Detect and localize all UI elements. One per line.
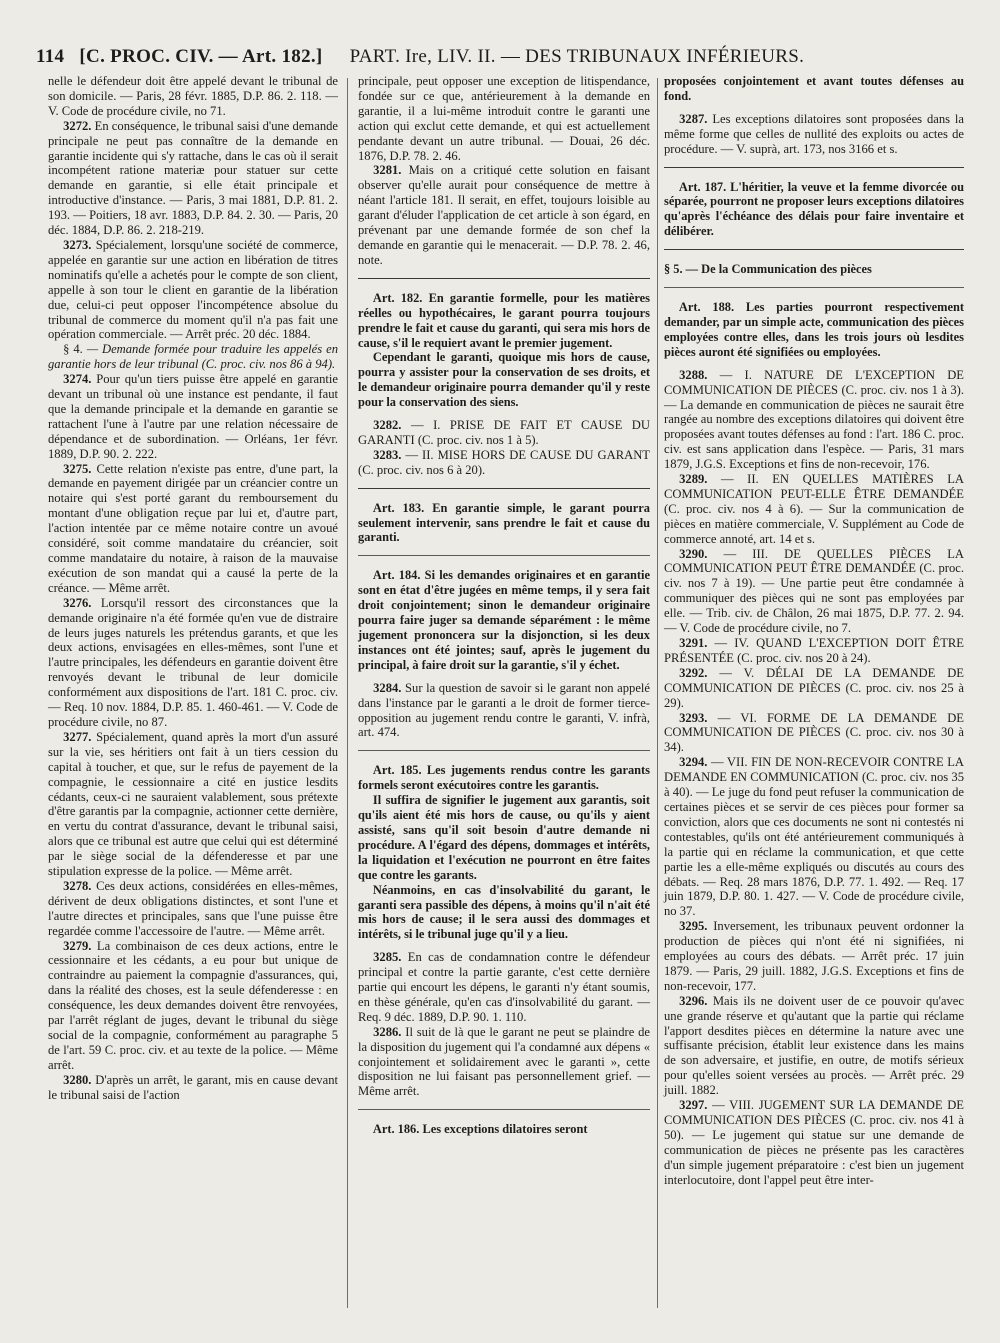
article-text: L'héritier, la veuve et la femme divorcée ou séparée, pourront ne proposer leurs exceptions dilatoires qu'après l'échéance des délais pour faire inventaire et délibérer. — [664, 179, 964, 239]
para-text: Mais on a critiqué cette solution en faisant observer qu'elle aurait pour conséquence de mettre à néant l'article 181. Il serait, en effet, toujours loisible au garant d'éluder l'application de cet article à son égard, en prévenant par une demande formée de son chef la demande en garantie qui le menacerait. — D.P. 78. 2. 46, note. — [358, 163, 651, 267]
paragraph-3290 — [664, 547, 964, 636]
paragraph-3277 — [48, 730, 338, 879]
paragraph-3292 — [664, 666, 964, 711]
article-184 — [358, 568, 650, 672]
paragraph-3295 — [664, 919, 964, 994]
para-number: 3279. — [63, 938, 92, 953]
paragraph-3282 — [358, 418, 650, 448]
para-number: 3277. — [63, 729, 92, 744]
paragraph-3296 — [664, 994, 964, 1098]
spacer — [664, 360, 964, 368]
para-text: Mais ils ne doivent user de ce pouvoir qu'avec une grande réserve et qu'autant que la partie qui réclame l'apport desdites pièces en détermine la nature avec une suffisante précision, établit leur existence dans les mains de son adversaire, et justifie, en outre, de motifs sérieux pour qu'elles soient versées au procès. — Arrêt préc. 29 juill. 1882. — [664, 993, 964, 1098]
article-182-para-2: Cependant le garanti, quoique mis hors de cause, pourra y assister pour la conservation de ses droits, et le demandeur originaire pourra demander qu'il y reste pour la conservation des siens. — [358, 350, 650, 410]
para-number: 3276. — [63, 595, 92, 610]
column-1 — [48, 74, 338, 1103]
para-text: — VII. FIN DE NON-RECEVOIR CONTRE LA DEMANDE EN COMMUNICATION (C. proc. civ. nos 35 à 40). — Le juge du fond peut refuser la communication de certaines pièces et se servir de ces pièces pour former sa conviction, alors que ces documents ne sont ni contestés ni contestables, qu'ils ont été antérieurement communiqués à la partie qui en réclame la communication, et que cette partie les a elle-même expliqués ou discutés au cours des débats. — Req. 28 mars 1876, D.P. 77. 1. 492. — Req. 17 juin 1879, D.P. 80. 1. 427. — V. Code de procédure civile, no 37. — [664, 755, 965, 919]
para-number: 3273. — [63, 237, 92, 252]
para-number: 3294. — [679, 755, 708, 770]
para-number: 3289. — [679, 472, 708, 487]
para-number: 3290. — [679, 546, 708, 561]
paragraph-3276 — [48, 596, 338, 730]
para-text: Sur la question de savoir si le garant non appelé dans l'instance par le garanti a le droit de former tierce-opposition au jugement rendu contre le garanti, V. infrà, art. 474. — [358, 680, 650, 740]
para-text: Lorsqu'il ressort des circonstances que la demande originaire n'a été formée qu'en vue de distraire de leurs juges naturels les prétendus garants, et que les deux actions, envisagées en elles-mêmes, sont l'une et l'autre principales, les défendeurs en garantie doivent être renvoyés devant le tribunal de leur domicile conformément aux dispositions de l'art. 181 C. proc. civ. — Req. 10 nov. 1884, D.P. 85. 1. 460-461. — V. Code de procédure civile, no 87. — [48, 595, 338, 729]
para-number: 3286. — [373, 1024, 402, 1039]
para-number: 3282. — [373, 418, 402, 433]
paragraph-3289 — [664, 472, 964, 547]
article-divider — [358, 278, 650, 279]
para-text: — VIII. JUGEMENT SUR LA DEMANDE DE COMMUNICATION DES PIÈCES (C. proc. civ. nos 41 à 50). — Le jugement qui statue sur une demande de communication de pièces ne présente pas les caractères d'un simple jugement préparatoire : c'est bien un jugement interlocutoire, dont l'appel peut être inter- — [664, 1098, 964, 1187]
article-183 — [358, 501, 650, 546]
para-number: 3275. — [63, 461, 92, 476]
para-text: La combinaison de ces deux actions, entre le cessionnaire et les cédants, a eu pour but unique de contraindre au paiement la compagnie d'assurances, qui, dans la réalité des choses, est la seule défenderesse : en conséquence, les deux demandes doivent être renvoyées, par l'arrêt réglant de juges, devant le tribunal du siège social de la compagnie, conformément au paragraphe 5 de l'art. 59 C. proc. civ. et au texte de la police. — Même arrêt. — [48, 938, 338, 1072]
paragraph-3293 — [664, 711, 964, 756]
para-text: Il suit de là que le garant ne peut se plaindre de la disposition du jugement qui l'a condamné aux dépens « conjointement et solidairement avec le garanti », cette disposition ne lui faisant pas personnellement grief. — Même arrêt. — [358, 1024, 650, 1099]
article-number: Art. 187. — [678, 179, 727, 194]
article-divider — [664, 167, 964, 168]
article-text: Les parties pourront respectivement demander, par un simple acte, communication des pièces employées contre elles, dans les trois jours où lesdites pièces auront été signifiées ou employées. — [664, 300, 964, 359]
section-heading-4 — [48, 342, 338, 372]
article-divider — [358, 555, 650, 556]
paragraph-3275 — [48, 462, 338, 596]
spacer — [358, 673, 650, 681]
article-divider — [358, 488, 650, 489]
column-rule-2 — [657, 78, 658, 1308]
section-divider — [664, 287, 964, 288]
para-number: 3295. — [679, 919, 708, 934]
para-number: 3293. — [679, 710, 708, 725]
para-text: En cas de condamnation contre le défendeur principal et contre la partie garante, c'est cette dernière partie qui encourt les dépens, le garanti n'y étant soumis, en thèse générale, qu'en cas d'insolvabilité du garant. — Req. 9 déc. 1889, D.P. 90. 1. 110. — [358, 950, 650, 1024]
para-text: Spécialement, lorsqu'une société de commerce, appelée en garantie sur une action en libération de titres nominatifs qu'elle a achetés pour le compte de son client, appelle à son tour le client en garantie de la libération due, celui-ci peut opposer l'incompétence absolue du tribunal de commerce du moment qu'il n'a pas fait une opération commerciale. — Arrêt préc. 20 déc. 1884. — [48, 237, 338, 342]
paragraph-3294 — [664, 755, 964, 919]
article-divider — [358, 750, 650, 751]
article-text: Si les demandes originaires et en garantie sont en état d'être jugées en même temps, il y sera fait droit conjointement; sinon le demandeur originaire pourra faire juger sa demande séparément : le même jugement prononcera sur la disjonction, si les deux instances ont été jointes; sauf, après le jugement du principal, à faire droit sur la garantie, s'il y échet. — [358, 568, 650, 672]
column-3 — [664, 74, 964, 1188]
article-187 — [664, 180, 964, 240]
article-text: Les jugements rendus contre les garants formels seront exécutoires contre les garantis. — [358, 763, 650, 793]
para-text: — IV. QUAND L'EXCEPTION DOIT ÊTRE PRÉSENTÉE (C. proc. civ. nos 20 à 24). — [664, 636, 964, 665]
para-text: — I. NATURE DE L'EXCEPTION DE COMMUNICATION DE PIÈCES (C. proc. civ. nos 1 à 3). — La demande en communication de pièces ne saurait être rangée au nombre des exceptions dilatoires qui doivent être proposées avant toutes défenses au fond : l'art. 186 C. proc. civ. est sans application dans l'espèce. — Paris, 31 mars 1879, J.G.S. Exceptions et fins de non-recevoir, 176. — [664, 367, 964, 472]
para-text: — I. PRISE DE FAIT ET CAUSE DU GARANTI (C. proc. civ. nos 1 à 5). — [358, 418, 650, 447]
header-left: [C. PROC. CIV. — Art. 182.] — [79, 46, 323, 67]
para-number: 3281. — [373, 163, 402, 178]
article-number: Art. 185. — [372, 763, 422, 778]
section-number: § 4. — [63, 342, 83, 357]
paragraph-3287 — [664, 112, 964, 157]
paragraph-continuation: nelle le défendeur doit être appelé devant le tribunal de son domicile. — Paris, 28 févr. 1885, D.P. 86. 2. 118. — V. Code de procédure civile, no 71. — [48, 74, 338, 118]
para-number: 3297. — [679, 1098, 708, 1113]
para-text: — II. MISE HORS DE CAUSE DU GARANT (C. proc. civ. nos 6 à 20). — [358, 447, 650, 477]
para-number: 3292. — [679, 665, 708, 680]
paragraph-3281 — [358, 163, 650, 267]
para-text: D'après un arrêt, le garant, mis en cause devant le tribunal saisi de l'action — [48, 1072, 338, 1102]
paragraph-3286 — [358, 1025, 650, 1100]
article-188 — [664, 300, 964, 360]
para-number: 3280. — [63, 1072, 92, 1087]
section-heading-5: § 5. — De la Communication des pièces — [664, 262, 872, 277]
paragraph-3278 — [48, 879, 338, 939]
para-number: 3284. — [373, 680, 402, 695]
article-185 — [358, 763, 650, 793]
para-text: Ces deux actions, considérées en elles-mêmes, dérivent de deux obligations distinctes, et sont l'une et l'autre directes et principales, sans que l'une puisse être regardée comme l'accessoire de l'autre. — Même arrêt. — [48, 878, 338, 938]
section-title: — Demande formée pour traduire les appelés en garantie hors de leur tribunal (C. proc. civ. nos 86 à 94). — [48, 342, 339, 372]
spacer — [664, 104, 964, 112]
article-text: En garantie formelle, pour les matières réelles ou hypothécaires, le garant pourra toujours prendre le fait et cause du garanti, qui sera mis hors de cause, s'il le requiert avant le premier jugement. — [358, 290, 650, 350]
article-number: Art. 183. — [372, 500, 425, 515]
para-text: Pour qu'un tiers puisse être appelé en garantie devant un tribunal où une instance est pendante, il faut que la demande principale et la demande en garantie se rattachent l'une à l'autre par une relation nécessaire de dépendance et de subordination. — Orléans, 1er févr. 1889, D.P. 90. 2. 222. — [48, 372, 338, 461]
article-text: En garantie simple, le garant pourra seulement intervenir, sans prendre le fait et cause du garanti. — [358, 500, 650, 545]
para-number: 3296. — [679, 993, 708, 1008]
para-number: 3278. — [63, 878, 92, 893]
paragraph-3284 — [358, 681, 650, 741]
paragraph-3291 — [664, 636, 964, 666]
column-2 — [358, 74, 650, 1137]
paragraph-3272 — [48, 119, 338, 238]
paragraph-3273 — [48, 238, 338, 342]
paragraph-continuation: principale, peut opposer une exception de litispendance, fondée sur ce que, antérieurement à la demande en garantie, il a lui-même introduit contre le garanti une action qui exclut cette demande, et qui est actuellement pendante devant un autre tribunal. — Douai, 26 déc. 1876, D.P. 78. 2. 46. — [358, 74, 650, 163]
para-text: Spécialement, quand après la mort d'un assuré sur la vie, ses héritiers ont fait à un tiers cession du capital à toucher, et que, sur le refus de payement de la compagnie, le cessionnaire a cité en justice lesdits cédants, ceux-ci ne sauraient valablement, sous prétexte d'être garantis par la compagnie, actionner cette dernière, en vertu du contrat d'assurance, devant le tribunal saisi, alors que ce tribunal est autre que celui qui est déterminé par le siège social de la défenderesse et par une stipulation expresse de la police. — Même arrêt. — [48, 729, 338, 879]
para-number: 3274. — [63, 372, 92, 387]
article-185-para-3: Néanmoins, en cas d'insolvabilité du garant, le garanti sera passible des dépens, à moins qu'il n'ait été mis hors de cause; il le sera aussi des dommages et intérêts, si le tribunal juge qu'il y a lieu. — [358, 882, 650, 942]
spacer — [358, 942, 650, 950]
spacer — [358, 410, 650, 418]
para-text: Les exceptions dilatoires sont proposées dans la même forme que celles de nullité des exploits ou actes de procédure. — V. suprà, art. 173, nos 3166 et s. — [664, 111, 964, 156]
para-number: 3288. — [679, 367, 708, 382]
para-text: — III. DE QUELLES PIÈCES LA COMMUNICATION PEUT ÊTRE DEMANDÉE (C. proc. civ. nos 7 à 19). — Une partie peut être condamnée à communiquer des pièces qui ne sont pas employées par elle. — Trib. civ. de Châlon, 26 mai 1875, D.P. 77. 2. 94. — V. Code de procédure civile, no 7. — [664, 546, 965, 636]
article-186 — [358, 1122, 650, 1137]
paragraph-3285 — [358, 950, 650, 1025]
section-divider — [664, 249, 964, 250]
para-text: — II. EN QUELLES MATIÈRES LA COMMUNICATION PEUT-ELLE ÊTRE DEMANDÉE (C. proc. civ. nos 4 à 6). — Sur la communication de pièces en matière commerciale, V. Supplément au Code de commerce annoté, art. 14 et s. — [664, 472, 965, 546]
paragraph-3288 — [664, 368, 964, 472]
article-divider — [358, 1109, 650, 1110]
para-number: 3287. — [679, 111, 708, 126]
paragraph-3274 — [48, 372, 338, 461]
para-text: — VI. FORME DE LA DEMANDE DE COMMUNICATION DE PIÈCES (C. proc. civ. nos 30 à 34). — [664, 710, 964, 755]
para-number: 3272. — [63, 118, 92, 133]
column-rule-1 — [347, 78, 348, 1308]
article-185-para-2: Il suffira de signifier le jugement aux garantis, soit qu'ils aient été mis hors de cause, ou qu'ils y aient assisté, sans qu'il soit besoin d'autre demande ni procédure. A l'égard des dépens, dommages et intérêts, la liquidation et l'exécution ne pourront en être faites que contre les garants. — [358, 793, 650, 882]
article-text: Les exceptions dilatoires seront — [422, 1122, 588, 1137]
article-number: Art. 184. — [372, 568, 421, 583]
article-186-continuation: proposées conjointement et avant toutes défenses au fond. — [664, 74, 964, 103]
para-text: Cette relation n'existe pas entre, d'une part, la demande en payement dirigée par un créancier contre un notaire qui s'est porté garant du remboursement du montant d'une obligation reçue par lui et, d'autre part, l'action intentée par ce même notaire contre un avoué considéré, soit comme mandataire du créancier, soit comme mandataire du notaire, à raison de la mauvaise exécution de son mandat qui a causé la perte de la créance. — Même arrêt. — [48, 461, 338, 595]
article-number: Art. 182. — [372, 290, 423, 305]
header-right: PART. Ire, LIV. II. — DES TRIBUNAUX INFÉRIEURS. — [349, 46, 805, 67]
paragraph-3283 — [358, 448, 650, 478]
running-header — [36, 46, 805, 68]
paragraph-3280 — [48, 1073, 338, 1103]
para-text: Inversement, les tribunaux peuvent ordonner la production de pièces qui n'ont été ni signifiées, ni employées au cours des débats. — Arrêt préc. 17 juin 1879. — Paris, 29 juill. 1882, J.G.S. Exceptions et fins de non-recevoir, 177. — [664, 919, 964, 993]
page-number: 114 — [36, 46, 65, 67]
para-text: En conséquence, le tribunal saisi d'une demande principale ne peut pas connaître de la demande en garantie incidente qui s'y rattache, dans le cas où il serait incompétent ratione materiæ pour statuer sur cette demande en garantie, si elle était principale et introductive d'instance. — Paris, 3 mai 1881, D.P. 81. 2. 193. — Poitiers, 18 avr. 1883, D.P. 84. 2. 30. — Paris, 20 déc. 1884, D.P. 86. 2. 218-219. — [48, 118, 339, 238]
article-number: Art. 188. — [678, 300, 735, 315]
para-text: — V. DÉLAI DE LA DEMANDE DE COMMUNICATION DE PIÈCES (C. proc. civ. nos 25 à 29). — [664, 665, 964, 710]
article-182 — [358, 291, 650, 351]
para-number: 3285. — [373, 950, 402, 965]
paragraph-3297 — [664, 1098, 964, 1187]
paragraph-3279 — [48, 939, 338, 1073]
para-number: 3283. — [373, 447, 402, 462]
para-number: 3291. — [679, 636, 708, 650]
article-number: Art. 186. — [372, 1122, 420, 1137]
